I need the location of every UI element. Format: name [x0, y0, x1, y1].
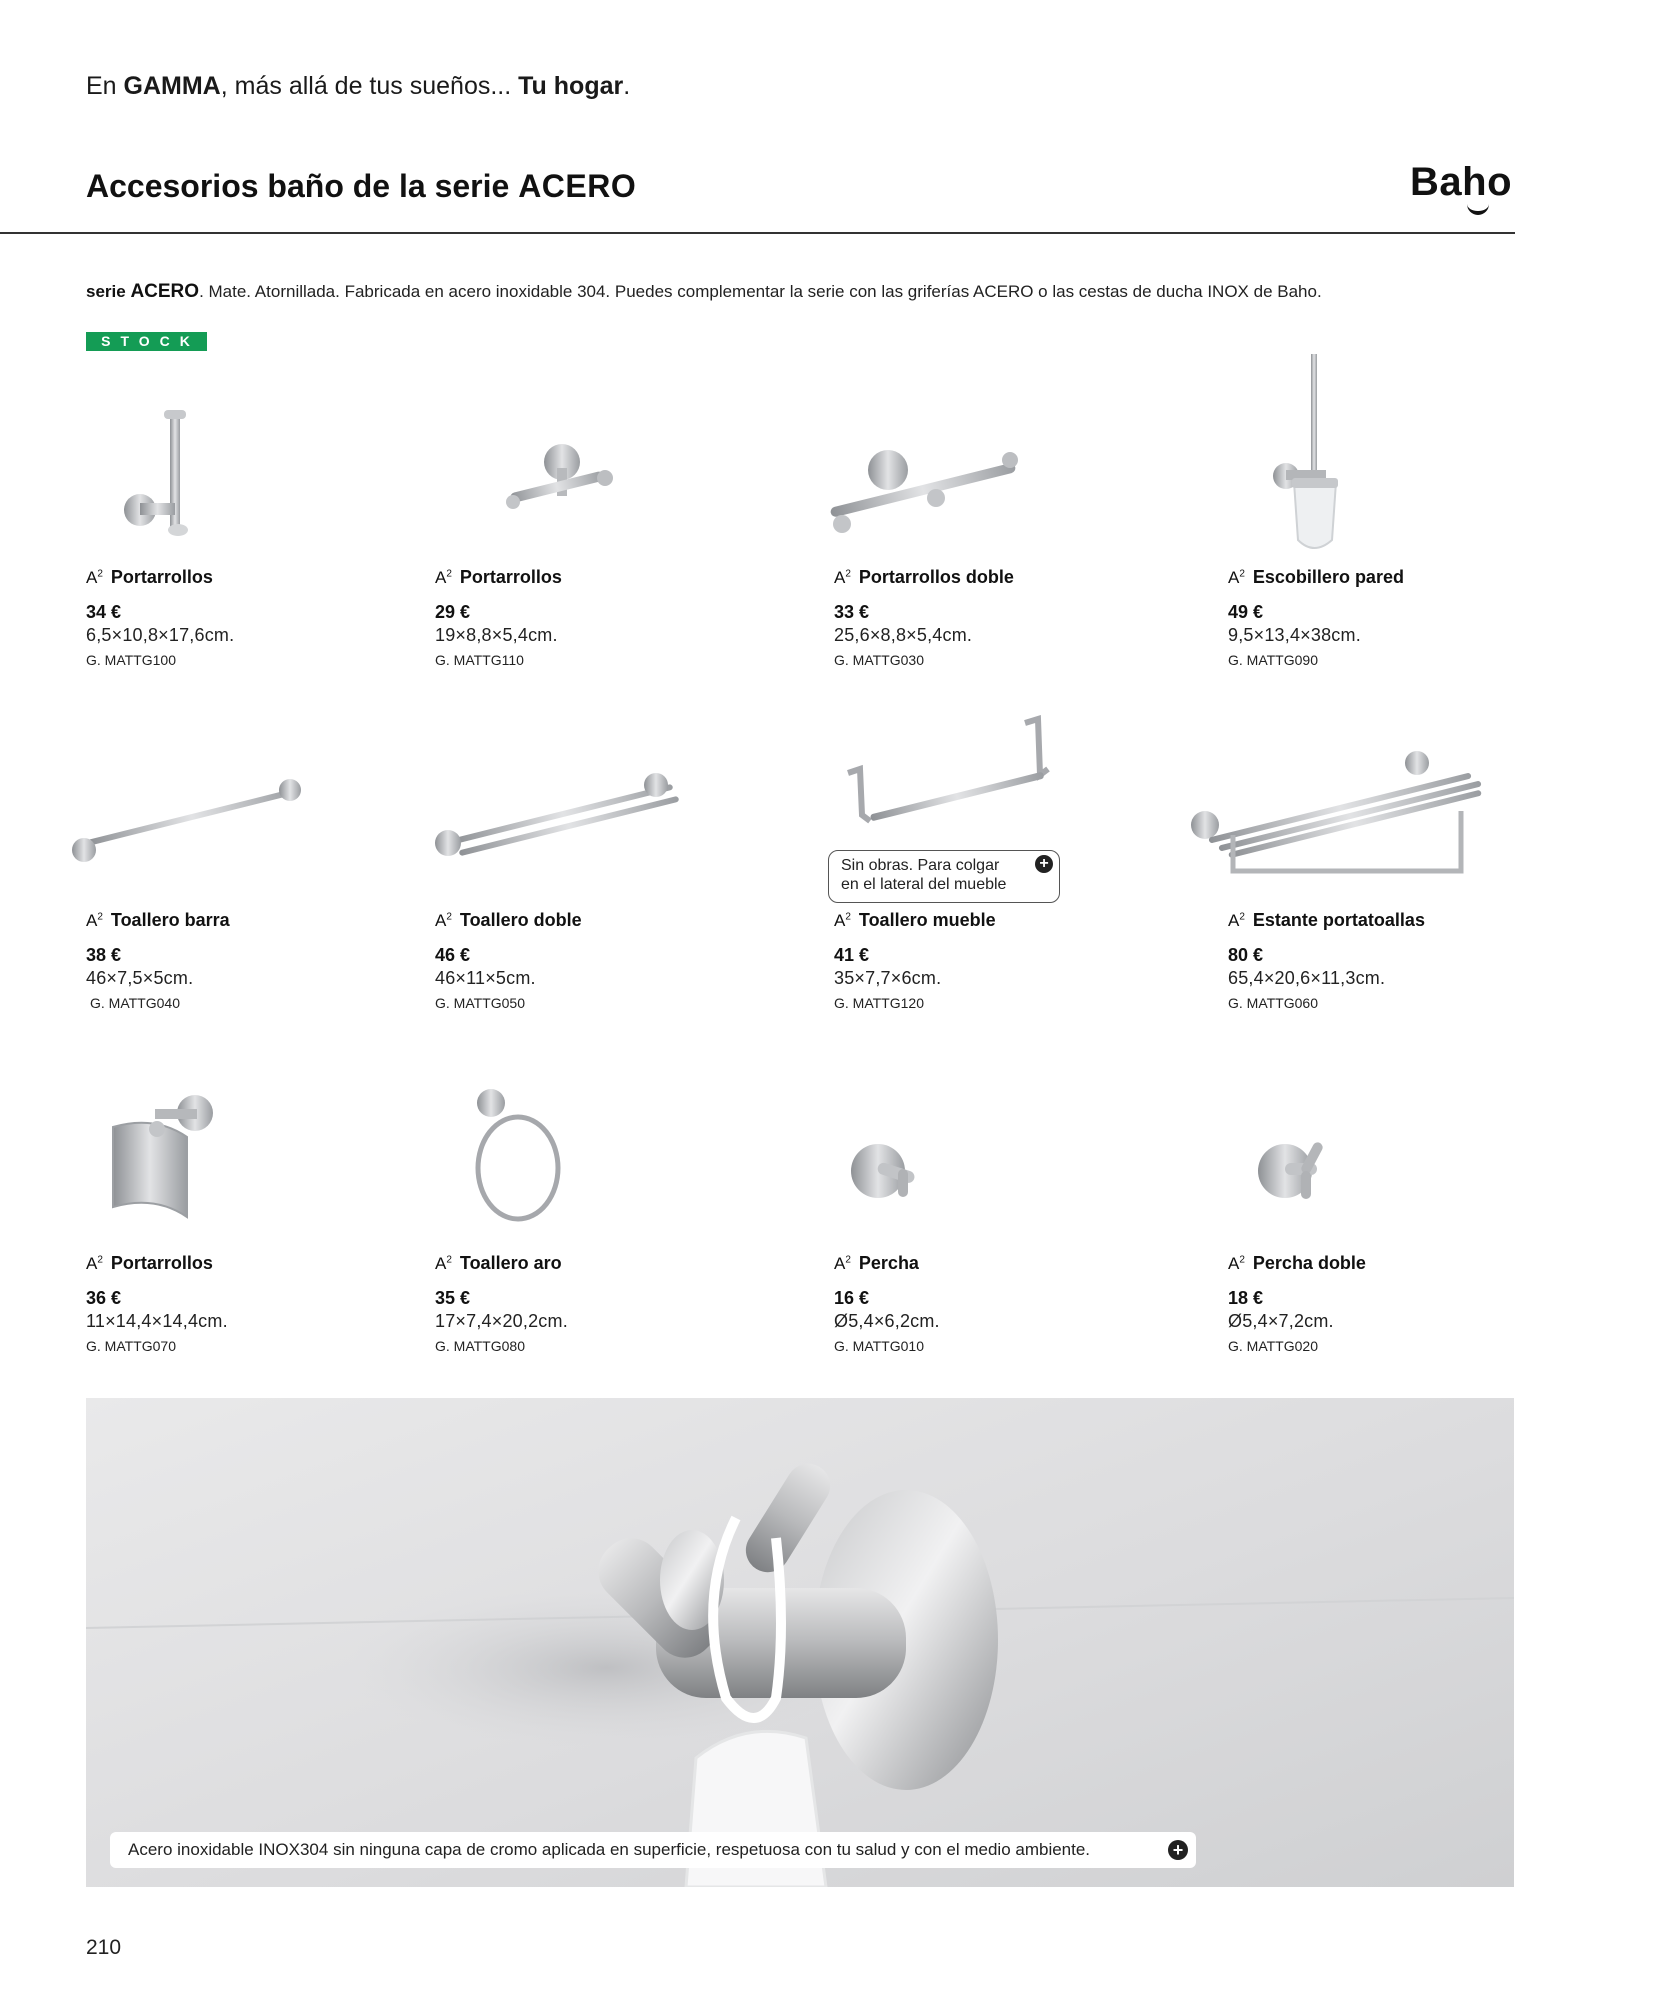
- stock-badge: STOCK: [86, 332, 207, 351]
- product-code: G. MATTG070: [86, 1338, 176, 1354]
- product-price: 34 €: [86, 602, 122, 622]
- product-name: $A^2$ Portarrollos doble: [834, 567, 1014, 587]
- product-name: $A^2$ Portarrollos: [86, 1253, 213, 1273]
- title-prefix: Accesorios baño de la serie: [86, 168, 519, 204]
- product-price: 36 €: [86, 1288, 122, 1308]
- product-dimensions: 46×11×5cm.: [435, 968, 536, 988]
- energy-label: $A^2$: [435, 1254, 452, 1273]
- plus-icon[interactable]: +: [1035, 855, 1053, 873]
- energy-label: $A^2$: [1228, 911, 1245, 930]
- banner-caption: [110, 1832, 1196, 1868]
- vertical-roll-holder-icon: [110, 400, 210, 550]
- product-price: 49 €: [1228, 602, 1264, 622]
- covered-roll-holder-icon: [95, 1085, 230, 1235]
- product-code: G. MATTG080: [435, 1338, 525, 1354]
- energy-label: $A^2$: [435, 911, 452, 930]
- product-card: [435, 1253, 735, 1354]
- product-dimensions: 35×7,7×6cm.: [834, 968, 942, 988]
- product-price: 18 €: [1228, 1288, 1264, 1308]
- double-roll-holder-icon: [808, 430, 1028, 545]
- energy-label: $A^2$: [834, 911, 851, 930]
- product-name: $A^2$ Toallero aro: [435, 1253, 562, 1273]
- product-code: G. MATTG010: [834, 1338, 924, 1354]
- product-name: $A^2$ Percha: [834, 1253, 919, 1273]
- product-name: $A^2$ Portarrollos: [435, 567, 562, 587]
- tagline-mid: , más allá de tus sueños...: [220, 72, 519, 100]
- product-name: $A^2$ Portarrollos: [86, 567, 213, 587]
- product-dimensions: 25,6×8,8×5,4cm.: [834, 625, 973, 645]
- product-name: $A^2$ Toallero barra: [86, 910, 230, 930]
- brand-logo: Baho: [1410, 160, 1512, 204]
- energy-label: $A^2$: [86, 568, 103, 587]
- product-card: [1228, 910, 1528, 1011]
- product-dimensions: Ø5,4×7,2cm.: [1228, 1311, 1334, 1331]
- product-card: [435, 910, 735, 1011]
- product-dimensions: 11×14,4×14,4cm.: [86, 1311, 228, 1331]
- tagline-pre: En: [86, 72, 124, 100]
- product-name: $A^2$ Toallero mueble: [834, 910, 996, 930]
- product-code: G. MATTG110: [435, 652, 524, 668]
- series-intro: [86, 281, 1516, 303]
- energy-label: $A^2$: [834, 568, 851, 587]
- product-code: G. MATTG100: [86, 652, 176, 668]
- toilet-brush-icon: [1268, 350, 1358, 560]
- product-price: 41 €: [834, 945, 870, 965]
- product-dimensions: 46×7,5×5cm.: [86, 968, 194, 988]
- product-name: $A^2$ Toallero doble: [435, 910, 582, 930]
- product-dimensions: 65,4×20,6×11,3cm.: [1228, 968, 1386, 988]
- product-name: $A^2$ Percha doble: [1228, 1253, 1366, 1273]
- product-price: 29 €: [435, 602, 471, 622]
- product-card: [834, 910, 1134, 1011]
- intro-serie-label: serie: [86, 282, 131, 301]
- double-towel-bar-icon: [430, 765, 685, 865]
- product-card: [1228, 567, 1528, 668]
- page-title: [86, 168, 636, 205]
- plus-icon[interactable]: +: [1168, 1840, 1188, 1860]
- product-card: [834, 1253, 1134, 1354]
- energy-label: $A^2$: [1228, 1254, 1245, 1273]
- banner-caption-text: Acero inoxidable INOX304 sin ninguna capa de cromo aplicada en superficie, respetuosa con tu salud y con el medio ambiente.: [128, 1840, 1091, 1859]
- product-code: G. MATTG030: [834, 652, 924, 668]
- product-code: G. MATTG050: [435, 995, 525, 1011]
- energy-label: $A^2$: [1228, 568, 1245, 587]
- header-tagline: [86, 72, 630, 101]
- product-dimensions: 9,5×13,4×38cm.: [1228, 625, 1361, 645]
- product-price: 35 €: [435, 1288, 471, 1308]
- header-divider: [0, 232, 1515, 234]
- towel-ring-icon: [465, 1085, 575, 1230]
- energy-label: $A^2$: [834, 1254, 851, 1273]
- product-name: $A^2$ Estante portatoallas: [1228, 910, 1425, 930]
- intro-text: . Mate. Atornillada. Fabricada en acero inoxidable 304. Puedes complementar la serie con las griferías ACERO o las cestas de ducha INOX de Baho.: [199, 282, 1322, 301]
- product-code: G. MATTG120: [834, 995, 924, 1011]
- product-dimensions: 19×8,8×5,4cm.: [435, 625, 558, 645]
- banner-photo: [86, 1398, 1514, 1887]
- towel-shelf-icon: [1185, 745, 1485, 880]
- banner-hook-illustration: [86, 1398, 1514, 1887]
- tagline-brand: GAMMA: [123, 72, 221, 100]
- product-code: G. MATTG040: [90, 995, 180, 1011]
- robe-hook-icon: [848, 1135, 928, 1205]
- horizontal-roll-holder-icon: [495, 440, 625, 530]
- towel-bar-icon: [68, 770, 313, 865]
- product-code: G. MATTG060: [1228, 995, 1318, 1011]
- product-dimensions: 17×7,4×20,2cm.: [435, 1311, 568, 1331]
- product-name: $A^2$ Escobillero pared: [1228, 567, 1404, 587]
- product-price: 16 €: [834, 1288, 870, 1308]
- double-robe-hook-icon: [1255, 1135, 1340, 1205]
- product-card: [86, 567, 386, 668]
- product-card: [86, 910, 386, 1011]
- title-series: ACERO: [518, 168, 637, 204]
- product-price: 46 €: [435, 945, 471, 965]
- product-code: G. MATTG090: [1228, 652, 1318, 668]
- product-card: [834, 567, 1134, 668]
- product-dimensions: 6,5×10,8×17,6cm.: [86, 625, 235, 645]
- product-dimensions: Ø5,4×6,2cm.: [834, 1311, 940, 1331]
- mueble-note-line1: Sin obras. Para colgar: [841, 857, 1000, 874]
- product-code: G. MATTG020: [1228, 1338, 1318, 1354]
- brand-logo-smile: [1467, 204, 1489, 215]
- product-price: 33 €: [834, 602, 870, 622]
- tagline-dot: .: [623, 72, 631, 100]
- mueble-note: [828, 850, 1060, 903]
- mueble-note-line2: en el lateral del mueble: [841, 876, 1007, 893]
- product-card: [86, 1253, 386, 1354]
- energy-label: $A^2$: [435, 568, 452, 587]
- page-number: 210: [86, 1936, 122, 1959]
- tagline-end: Tu hogar: [518, 72, 624, 100]
- energy-label: $A^2$: [86, 1254, 103, 1273]
- cabinet-towel-bar-icon: [840, 715, 1070, 830]
- energy-label: $A^2$: [86, 911, 103, 930]
- product-card: [1228, 1253, 1528, 1354]
- product-price: 80 €: [1228, 945, 1264, 965]
- product-card: [435, 567, 735, 668]
- product-price: 38 €: [86, 945, 122, 965]
- intro-serie-name: ACERO: [130, 281, 200, 302]
